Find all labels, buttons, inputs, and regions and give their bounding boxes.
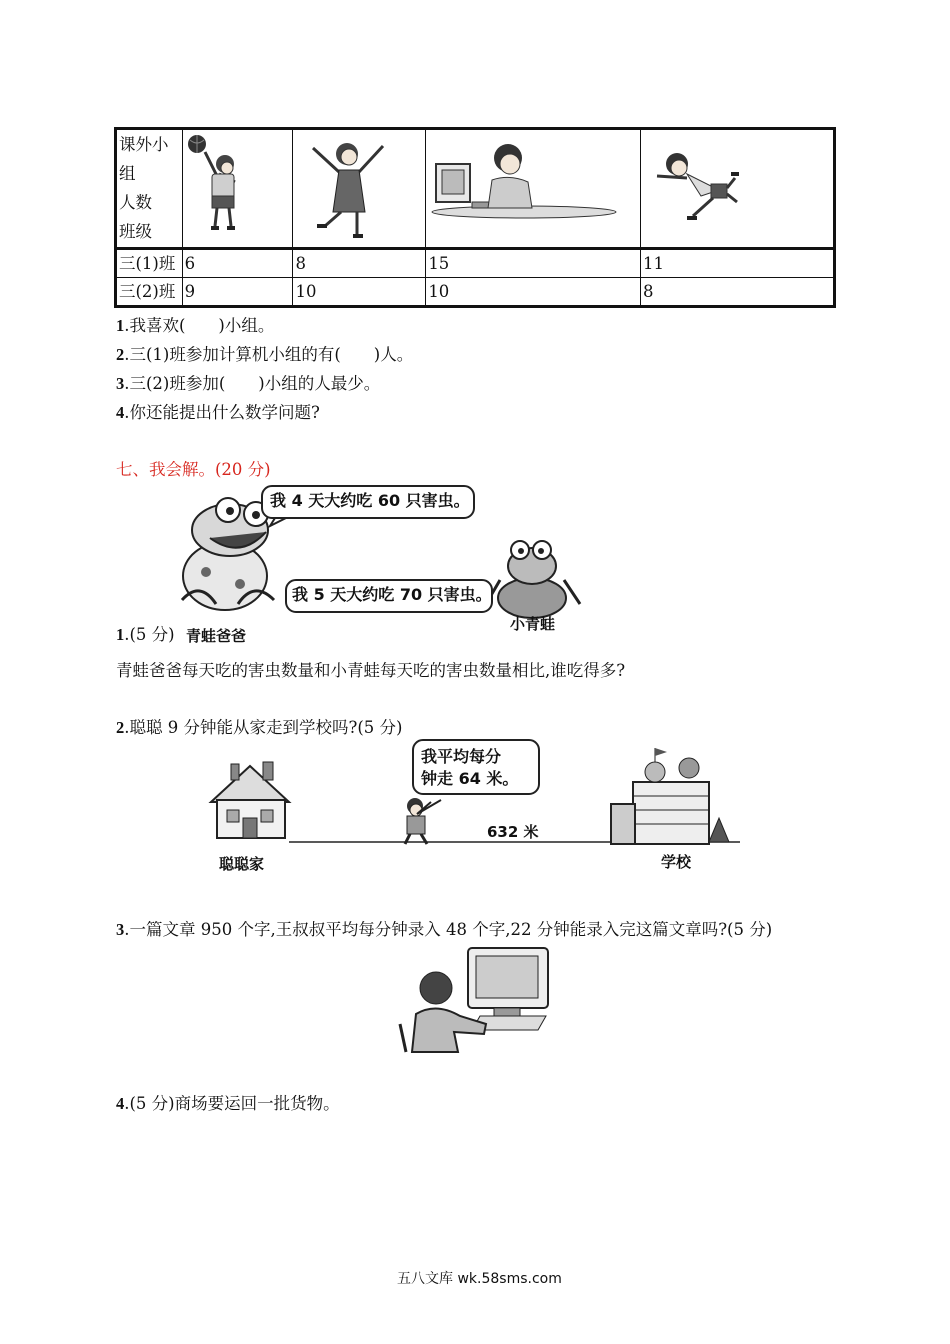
- problem-text: .(5 分)商场要运回一批货物。: [124, 1094, 340, 1113]
- question-3: [116, 373, 380, 395]
- house-icon: [211, 762, 289, 838]
- problem-text: .聪聪 9 分钟能从家走到学校吗?(5 分): [124, 718, 403, 737]
- header-line-1: 课外小: [119, 135, 169, 154]
- problem-1-question: 青蛙爸爸每天吃的害虫数量和小青蛙每天吃的害虫数量相比,谁吃得多?: [116, 661, 626, 680]
- footer-watermark: 五八文库 wk.58sms.com: [397, 1271, 562, 1287]
- table-header-row: [116, 129, 835, 249]
- question-4: [116, 402, 320, 424]
- section-title: 七、我会解。(20 分): [116, 460, 271, 479]
- home-label: 聪聪家: [219, 855, 265, 873]
- header-cell-basketball: [182, 129, 293, 249]
- header-line-3: 人数: [119, 193, 152, 212]
- typist-at-computer-icon: [400, 948, 548, 1052]
- big-frog-icon: [182, 498, 274, 610]
- header-cell-dance: [293, 129, 426, 249]
- question-text: .你还能提出什么数学问题?: [124, 403, 320, 422]
- table-row: [116, 278, 835, 307]
- header-line-2: 组: [119, 164, 136, 183]
- problem-number: 4: [116, 1094, 125, 1113]
- table-row: [116, 249, 835, 278]
- school-label: 学校: [661, 853, 692, 871]
- problem-3-text: [116, 919, 772, 941]
- question-number: 4: [116, 403, 125, 422]
- row-label: 三(2)班: [116, 278, 183, 307]
- table-cell: 10: [293, 278, 426, 307]
- table-cell: 6: [182, 249, 293, 278]
- row-label: 三(1)班: [116, 249, 183, 278]
- header-cell-running: [641, 129, 835, 249]
- big-frog-caption: 青蛙爸爸: [186, 627, 247, 645]
- problem-1-label: [116, 624, 175, 646]
- survey-table: [114, 127, 836, 308]
- big-frog-bubble: 我 4 天大约吃 60 只害虫。: [270, 491, 470, 510]
- table-cell: 10: [426, 278, 641, 307]
- problem-number: 2: [116, 718, 125, 737]
- table-cell: 15: [426, 249, 641, 278]
- problem-number: 1: [116, 625, 125, 644]
- header-line-4: 班级: [119, 222, 152, 241]
- question-number: 3: [116, 374, 125, 393]
- header-cell-computer: [426, 129, 641, 249]
- bubble-line-2: 钟走 64 米。: [421, 769, 519, 788]
- small-frog-icon: [486, 541, 580, 618]
- computer-boy-icon: [428, 130, 634, 242]
- problem-2-label: [116, 717, 402, 739]
- dancing-girl-icon: [295, 130, 421, 242]
- question-text: .三(1)班参加计算机小组的有( )人。: [124, 345, 414, 364]
- small-frog-bubble: 我 5 天大约吃 70 只害虫。: [292, 585, 492, 604]
- header-label-cell: [116, 129, 183, 249]
- typist-illustration: [396, 944, 556, 1056]
- small-frog-caption: 小青蛙: [510, 615, 556, 633]
- bubble-line-1: 我平均每分: [421, 747, 502, 766]
- problem-score: .(5 分): [124, 625, 175, 644]
- problem-text: .一篇文章 950 个字,王叔叔平均每分钟录入 48 个字,22 分钟能录入完这篇文章吗?(5 分): [124, 920, 773, 939]
- question-number: 1: [116, 316, 125, 335]
- question-2: [116, 344, 413, 366]
- problem-4-text: [116, 1093, 340, 1115]
- table-cell: 8: [641, 278, 835, 307]
- basketball-kid-icon: [185, 130, 289, 242]
- question-text: .三(2)班参加( )小组的人最少。: [124, 374, 381, 393]
- table-cell: 11: [641, 249, 835, 278]
- table-cell: 8: [293, 249, 426, 278]
- walker-bubble: [421, 746, 518, 790]
- distance-label: 632 米: [487, 823, 539, 841]
- table-cell: 9: [182, 278, 293, 307]
- running-boy-icon: [643, 130, 831, 242]
- question-text: .我喜欢( )小组。: [124, 316, 275, 335]
- question-number: 2: [116, 345, 125, 364]
- walking-boy-icon: [405, 798, 427, 844]
- school-icon: [611, 748, 729, 844]
- problem-number: 3: [116, 920, 125, 939]
- question-1: [116, 315, 274, 337]
